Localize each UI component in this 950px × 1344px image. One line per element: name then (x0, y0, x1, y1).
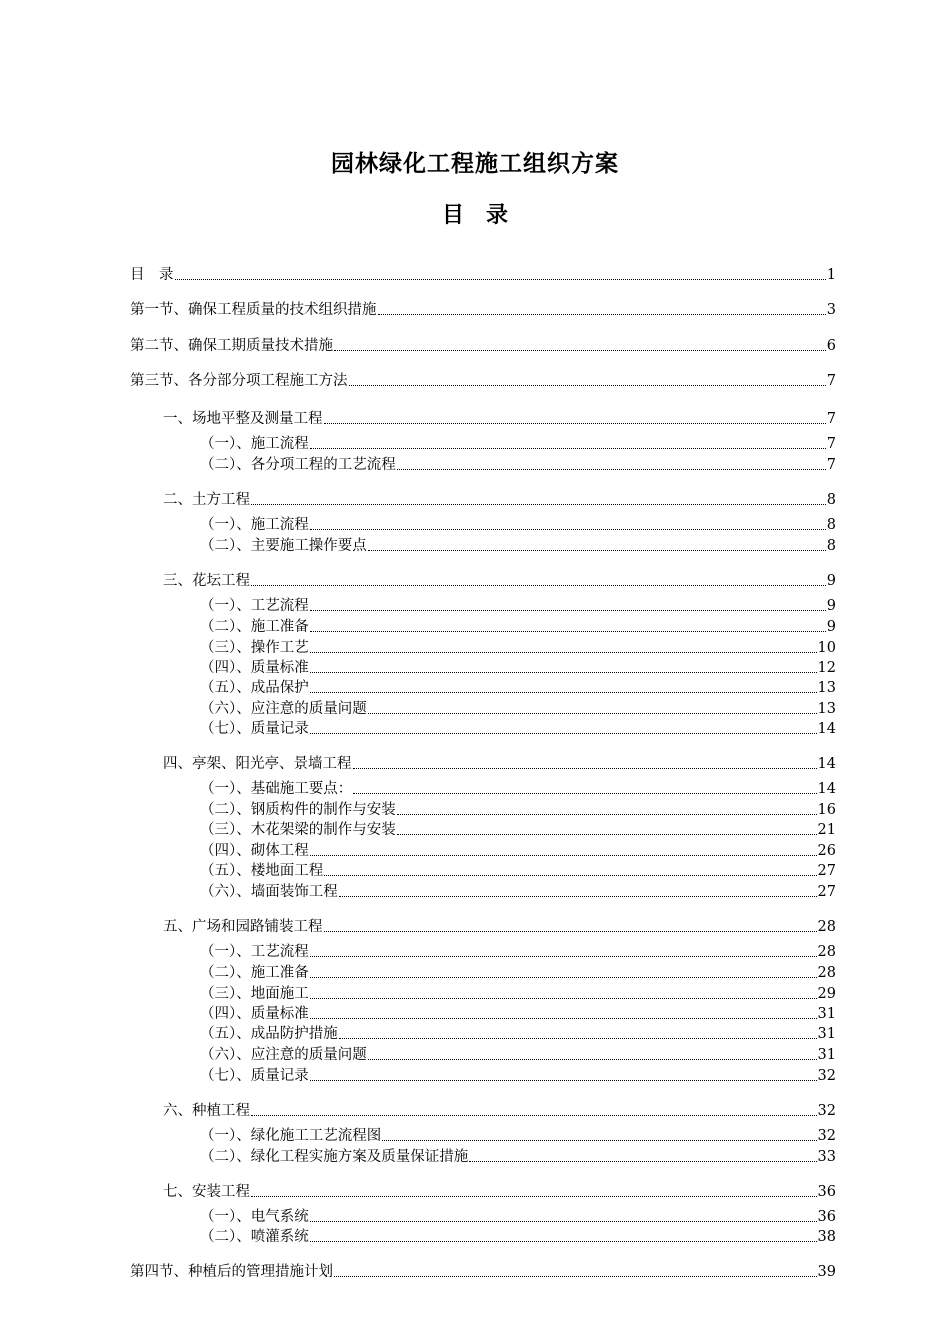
toc-entry[interactable] (200, 821, 836, 839)
toc-dot-leader (382, 1128, 816, 1141)
toc-entry-label: 四、亭架、阳光亭、景墙工程 (163, 756, 352, 772)
toc-entry-label: （二）、施工准备 (200, 965, 309, 981)
toc-entry-page-number: 16 (817, 802, 836, 818)
toc-entry-label: （五）、成品保护 (200, 680, 309, 696)
toc-entry-page-number: 8 (826, 517, 836, 533)
toc-dot-leader (310, 986, 817, 999)
toc-entry-label: （四）、砌体工程 (200, 843, 309, 859)
toc-entry[interactable] (163, 491, 836, 509)
toc-entry-label: 七、安装工程 (163, 1184, 250, 1200)
toc-entry[interactable] (200, 943, 836, 961)
toc-entry[interactable] (200, 456, 836, 474)
toc-entry-page-number: 7 (826, 411, 836, 427)
toc-entry-page-number: 32 (817, 1128, 836, 1144)
toc-entry-page-number: 7 (826, 457, 836, 473)
toc-dot-leader (310, 517, 826, 530)
toc-entry[interactable] (200, 780, 836, 798)
toc-entry-label: （六）、应注意的质量问题 (200, 701, 367, 717)
toc-entry-label: （四）、质量标准 (200, 1006, 309, 1022)
toc-heading: 目 录 (441, 202, 508, 228)
toc-entry-page-number: 21 (817, 822, 836, 838)
toc-entry-label: （五）、楼地面工程 (200, 863, 324, 879)
toc-dot-leader (310, 640, 817, 653)
toc-dot-leader (334, 338, 826, 351)
toc-entry[interactable] (200, 516, 836, 534)
toc-dot-leader (349, 373, 826, 386)
toc-entry-page-number: 31 (817, 1047, 836, 1063)
toc-dot-leader (397, 457, 826, 470)
toc-entry-label: 第一节、确保工程质量的技术组织措施 (130, 302, 377, 318)
toc-dot-leader (251, 1184, 817, 1197)
toc-entry-label: （一）、工艺流程 (200, 598, 309, 614)
toc-entry[interactable] (200, 679, 836, 697)
toc-entry-page-number: 14 (817, 756, 836, 772)
toc-dot-leader (175, 267, 826, 280)
toc-entry-page-number: 13 (817, 680, 836, 696)
toc-entry[interactable] (200, 862, 836, 880)
toc-dot-leader (251, 1103, 817, 1116)
toc-entry[interactable] (200, 964, 836, 982)
toc-dot-leader (324, 411, 826, 424)
toc-entry-label: 二、土方工程 (163, 492, 250, 508)
toc-entry-page-number: 3 (826, 302, 836, 318)
toc-entry-page-number: 28 (817, 919, 836, 935)
toc-entry-label: （三）、木花架梁的制作与安装 (200, 822, 396, 838)
toc-entry[interactable] (200, 985, 836, 1003)
toc-dot-leader (397, 822, 817, 835)
toc-dot-leader (368, 1047, 817, 1060)
toc-entry[interactable] (200, 1148, 836, 1166)
toc-entry-page-number: 13 (817, 701, 836, 717)
toc-entry-page-number: 1 (826, 267, 836, 283)
toc-entry[interactable] (130, 266, 836, 284)
toc-entry-page-number: 8 (826, 538, 836, 554)
toc-dot-leader (324, 919, 817, 932)
toc-entry-label: 六、种植工程 (163, 1103, 250, 1119)
toc-entry-label: （二）、主要施工操作要点 (200, 538, 367, 554)
toc-dot-leader (368, 701, 817, 714)
toc-entry-label: （二）、钢质构件的制作与安装 (200, 802, 396, 818)
toc-entry[interactable] (200, 700, 836, 718)
toc-entry-label: （二）、喷灌系统 (200, 1229, 309, 1245)
toc-entry[interactable] (200, 597, 836, 615)
toc-entry[interactable] (200, 1067, 836, 1085)
toc-entry[interactable] (200, 1228, 836, 1246)
toc-entry-page-number: 8 (826, 492, 836, 508)
toc-entry[interactable] (130, 1263, 836, 1281)
toc-entry-page-number: 27 (817, 884, 836, 900)
toc-entry[interactable] (130, 337, 836, 355)
toc-dot-leader (353, 756, 817, 769)
toc-entry[interactable] (200, 1208, 836, 1226)
toc-entry-label: （二）、绿化工程实施方案及质量保证措施 (200, 1149, 469, 1165)
toc-dot-leader (310, 619, 826, 632)
toc-entry-label: （一）、基础施工要点： (200, 781, 353, 797)
toc-dot-leader (469, 1149, 816, 1162)
toc-entry[interactable] (200, 1025, 836, 1043)
toc-entry-page-number: 31 (817, 1006, 836, 1022)
toc-dot-leader (368, 538, 826, 551)
toc-entry-page-number: 9 (826, 598, 836, 614)
toc-dot-leader (310, 680, 817, 693)
toc-entry[interactable] (200, 720, 836, 738)
toc-entry[interactable] (200, 842, 836, 860)
toc-dot-leader (310, 598, 826, 611)
toc-entry[interactable] (163, 1183, 836, 1201)
toc-entry-page-number: 38 (817, 1229, 836, 1245)
toc-entry-label: （五）、成品防护措施 (200, 1026, 338, 1042)
toc-entry-page-number: 33 (817, 1149, 836, 1165)
toc-entry[interactable] (130, 301, 836, 319)
toc-entry-page-number: 29 (817, 986, 836, 1002)
toc-entry-page-number: 14 (817, 781, 836, 797)
toc-entry-label: （一）、施工流程 (200, 517, 309, 533)
toc-dot-leader (310, 436, 826, 449)
toc-entry-label: （七）、质量记录 (200, 1068, 309, 1084)
toc-entry[interactable] (200, 639, 836, 657)
toc-dot-leader (310, 721, 817, 734)
toc-entry-page-number: 7 (826, 373, 836, 389)
toc-dot-leader (251, 573, 826, 586)
toc-dot-leader (353, 781, 816, 794)
toc-entry[interactable] (200, 883, 836, 901)
toc-entry-label: （七）、质量记录 (200, 721, 309, 737)
toc-entry-label: （四）、质量标准 (200, 660, 309, 676)
toc-entry-page-number: 10 (817, 640, 836, 656)
toc-entry-label: 第二节、确保工期质量技术措施 (130, 338, 333, 354)
toc-entry-label: 三、花坛工程 (163, 573, 250, 589)
toc-entry-label: （六）、应注意的质量问题 (200, 1047, 367, 1063)
toc-entry-label: （六）、墙面装饰工程 (200, 884, 338, 900)
toc-entry[interactable] (163, 1102, 836, 1120)
toc-entry[interactable] (130, 372, 836, 390)
toc-entry-page-number: 31 (817, 1026, 836, 1042)
toc-dot-leader (310, 843, 817, 856)
toc-dot-leader (334, 1264, 817, 1277)
toc-dot-leader (397, 802, 817, 815)
toc-entry-page-number: 39 (817, 1264, 836, 1280)
toc-dot-leader (310, 1209, 817, 1222)
toc-entry-label: （一）、绿化施工工艺流程图 (200, 1128, 382, 1144)
toc-dot-leader (310, 1229, 817, 1242)
toc-dot-leader (251, 492, 826, 505)
toc-dot-leader (310, 965, 817, 978)
toc-entry[interactable] (163, 410, 836, 428)
toc-entry-page-number: 28 (817, 965, 836, 981)
toc-entry-label: （二）、各分项工程的工艺流程 (200, 457, 396, 473)
toc-dot-leader (310, 1006, 817, 1019)
toc-entry[interactable] (200, 537, 836, 555)
toc-entry[interactable] (163, 572, 836, 590)
toc-entry-label: 五、广场和园路铺装工程 (163, 919, 323, 935)
toc-dot-leader (378, 302, 826, 315)
toc-entry[interactable] (200, 435, 836, 453)
toc-entry[interactable] (200, 1005, 836, 1023)
toc-entry[interactable] (200, 618, 836, 636)
document-title: 园林绿化工程施工组织方案 (331, 150, 619, 177)
toc-entry-label: 目 录 (130, 267, 174, 283)
toc-entry-label: （三）、操作工艺 (200, 640, 309, 656)
toc-entry-label: （一）、工艺流程 (200, 944, 309, 960)
toc-dot-leader (310, 1068, 817, 1081)
toc-entry[interactable] (200, 659, 836, 677)
toc-entry-page-number: 28 (817, 944, 836, 960)
toc-entry-page-number: 9 (826, 619, 836, 635)
toc-entry[interactable] (163, 755, 836, 773)
toc-dot-leader (310, 660, 817, 673)
toc-entry-label: 第四节、种植后的管理措施计划 (130, 1264, 333, 1280)
toc-entry-label: （二）、施工准备 (200, 619, 309, 635)
toc-entry-page-number: 14 (817, 721, 836, 737)
toc-entry-page-number: 36 (817, 1209, 836, 1225)
toc-entry-page-number: 6 (826, 338, 836, 354)
toc-entry-page-number: 32 (817, 1068, 836, 1084)
toc-entry-page-number: 9 (826, 573, 836, 589)
toc-entry-page-number: 27 (817, 863, 836, 879)
toc-entry-page-number: 12 (817, 660, 836, 676)
toc-entry[interactable] (200, 1046, 836, 1064)
toc-entry-page-number: 32 (817, 1103, 836, 1119)
toc-dot-leader (339, 884, 817, 897)
toc-entry-label: （三）、地面施工 (200, 986, 309, 1002)
toc-entry-label: 第三节、各分部分项工程施工方法 (130, 373, 348, 389)
toc-entry[interactable] (200, 1127, 836, 1145)
toc-entry[interactable] (200, 801, 836, 819)
toc-dot-leader (310, 944, 817, 957)
toc-dot-leader (339, 1026, 817, 1039)
toc-entry-page-number: 36 (817, 1184, 836, 1200)
toc-entry-label: （一）、电气系统 (200, 1209, 309, 1225)
toc-entry-label: （一）、施工流程 (200, 436, 309, 452)
toc-entry-page-number: 7 (826, 436, 836, 452)
toc-entry-label: 一、场地平整及测量工程 (163, 411, 323, 427)
toc-dot-leader (324, 863, 816, 876)
toc-entry-page-number: 26 (817, 843, 836, 859)
toc-entry[interactable] (163, 918, 836, 936)
